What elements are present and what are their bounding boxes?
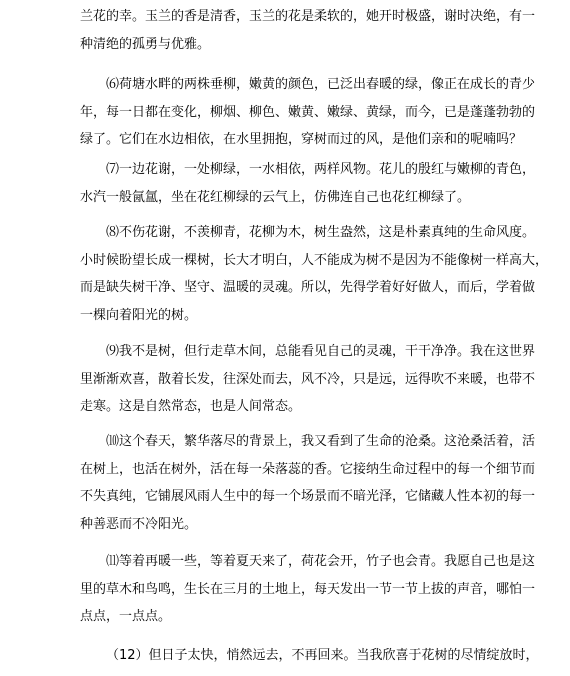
paragraph-9 [80, 338, 536, 421]
paragraph-6 [80, 71, 536, 154]
text-line: 种善恶而不冷阳光。 [80, 516, 198, 532]
text-line: 兰花的幸。玉兰的香是清香，玉兰的花是柔软的，她开时极盛，谢时决绝，有一 [80, 9, 536, 24]
paragraph-11 [80, 548, 536, 631]
text-line: 一棵向着阳光的树。 [80, 307, 198, 323]
paragraph-8 [80, 219, 549, 329]
text-line: （12）但日子太快，悄然远去，不再回来。当我欣喜于花树的尽情绽放时， [106, 648, 539, 663]
text-line: ⑻不伤花谢，不羡柳青，花柳为木，树生盎然，这是朴素真纯的生命风度。 [106, 225, 536, 240]
text-line: ⑼我不是树，但行走草木间，总能看见自己的灵魂，干干净净。我在这世界 [106, 344, 536, 359]
text-line: 在树上，也活在树外，活在每一朵落蕊的香。它接纳生命过程中的每一个细节而 [80, 461, 536, 477]
paragraph-7 [80, 156, 536, 211]
text-line: 里的草木和鸟鸣，生长在三月的土地上，每天发出一节一节上拔的声音，哪怕一 [80, 581, 536, 597]
text-line: 种清绝的孤勇与优雅。 [80, 36, 211, 52]
text-line: 走寒。这是自然常态，也是人间常态。 [80, 399, 302, 414]
text-line: ⑽这个春天，繁华落尽的背景上，我又看到了生命的沧桑。这沧桑活着，活 [106, 434, 536, 449]
text-line: 点点，一点点。 [80, 609, 172, 624]
text-line: 年，每一日都在变化，柳烟、柳色、嫩黄、嫩绿、黄绿，而今，已是蓬蓬勃勃的 [80, 104, 536, 120]
text-line: 小时候盼望长成一棵树，长大才明白，人不能成为树不是因为不能像树一样高大， [80, 252, 549, 268]
paragraph-12 [80, 642, 539, 670]
text-line: 而是缺失树干净、坚守、温暖的灵魂。所以，先得学着好好做人，而后，学着做 [80, 280, 536, 295]
paragraph-5-continued [80, 3, 536, 58]
text-line: ⑾等着再暖一些，等着夏天来了，荷花会开，竹子也会青。我愿自己也是这 [106, 554, 536, 569]
paragraph-10 [80, 428, 536, 538]
text-line: ⑺一边花谢，一处柳绿，一水相依，两样风物。花儿的殷红与嫩柳的青色， [106, 162, 536, 177]
text-line: 里渐渐欢喜，散着长发，往深处而去，风不冷，只是远，远得吹不来暖，也带不 [80, 371, 536, 387]
text-line: 不失真纯，它铺展风雨人生中的每一个场景而不暗光泽，它储藏人性本初的每一 [80, 489, 536, 504]
text-line: 绿了。它们在水边相依，在水里拥抱，穿树而过的风，是他们亲和的呢喃吗？ [80, 132, 523, 147]
text-line: 水汽一般氤氲，坐在花红柳绿的云气上，仿佛连自己也花红柳绿了。 [80, 189, 471, 205]
text-line: ⑹荷塘水畔的两株垂柳，嫩黄的颜色，已泛出春暖的绿，像正在成长的青少 [106, 77, 536, 92]
